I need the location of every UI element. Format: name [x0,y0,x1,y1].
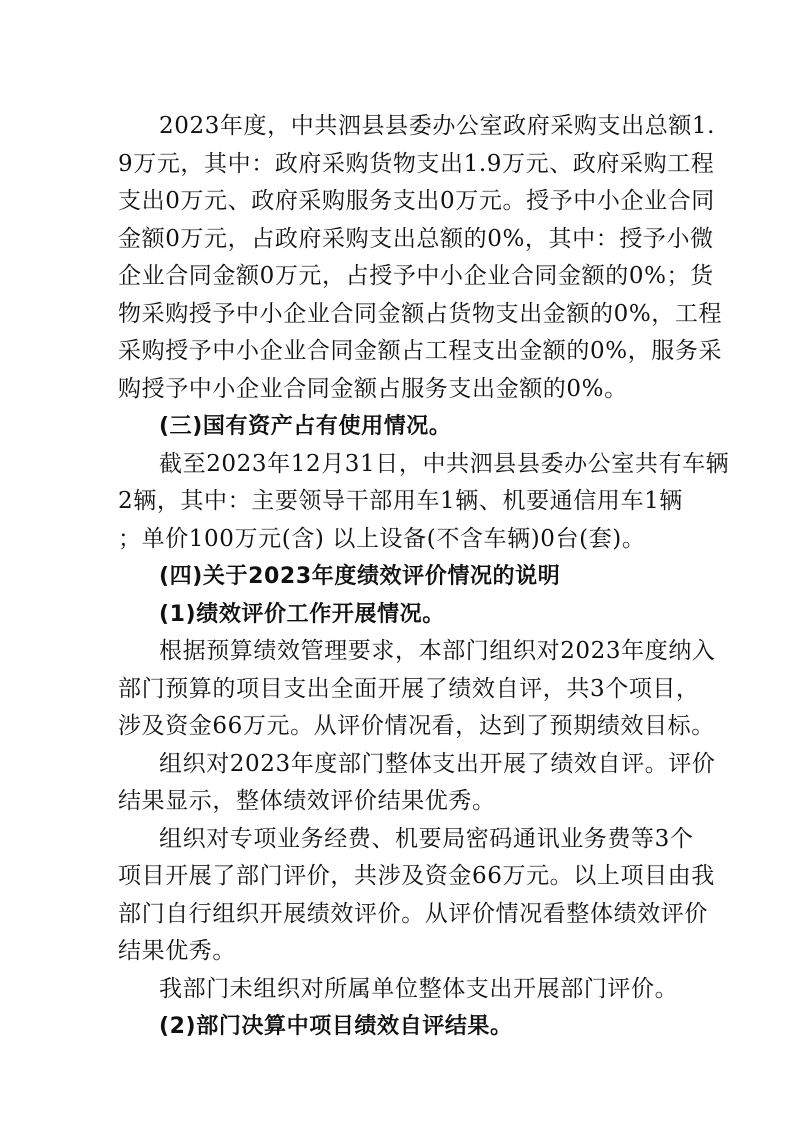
text-line: 2023年度，中共泗县县委办公室政府采购支出总额1. [159,113,716,139]
text-line: 截至2023年12月31日，中共泗县县委办公室共有车辆 [159,450,730,477]
text-line: 部门预算的项目支出全面开展了绩效自评，共3个项目， [118,675,700,702]
text-line: 结果显示，整体绩效评价结果优秀。 [118,788,496,814]
document-body [118,108,730,1046]
paragraph-overall-evaluation [118,746,716,821]
paragraph-project-evaluation [118,821,715,971]
text-line: 涉及资金66万元。从评价情况看，达到了预期绩效目标。 [118,713,715,739]
text-line: 组织对专项业务经费、机要局密码通讯业务费等3个 [159,825,694,852]
text-line: 根据预算绩效管理要求，本部门组织对2023年度纳入 [159,638,716,664]
paragraph-assets [118,446,730,559]
section-heading-performance: (四)关于2023年度绩效评价情况的说明 [159,564,561,589]
text-line: ；单价100万元(含) 以上设备(不含车辆)0台(套)。 [118,525,646,552]
text-line: 购授予中小企业合同金额占服务支出金额的0%。 [118,375,628,402]
text-line: 采购授予中小企业合同金额占工程支出金额的0%，服务采 [118,338,723,364]
text-line: 物采购授予中小企业合同金额占货物支出金额的0%，工程 [118,300,723,327]
paragraph-budget-evaluation [118,633,716,746]
paragraph-procurement [118,108,723,408]
text-line: 企业合同金额0万元，占授予中小企业合同金额的0%；货 [118,263,714,289]
text-line: 组织对2023年度部门整体支出开展了绩效自评。评价 [159,750,716,777]
text-line: 2辆，其中：主要领导干部用车1辆、机要通信用车1辆 [118,488,683,514]
section-heading-assets: (三)国有资产占有使用情况。 [159,414,452,439]
subsection-heading-self-evaluation-results: (2)部门决算中项目绩效自评结果。 [159,1014,513,1039]
text-line: 9万元，其中：政府采购货物支出1.9万元、政府采购工程 [118,150,715,177]
text-line: 结果优秀。 [118,938,236,964]
text-line: 支出0万元、政府采购服务支出0万元。授予中小企业合同 [118,188,715,214]
text-line: 我部门未组织对所属单位整体支出开展部门评价。 [159,975,679,1002]
subsection-heading-evaluation-work: (1)绩效评价工作开展情况。 [159,601,445,627]
text-line: 项目开展了部门评价，共涉及资金66万元。以上项目由我 [118,863,715,889]
paragraph-subordinate-evaluation [118,971,678,1009]
text-line: 金额0万元，占政府采购支出总额的0%，其中：授予小微 [118,225,714,252]
text-line: 部门自行组织开展绩效评价。从评价情况看整体绩效评价 [118,900,708,927]
